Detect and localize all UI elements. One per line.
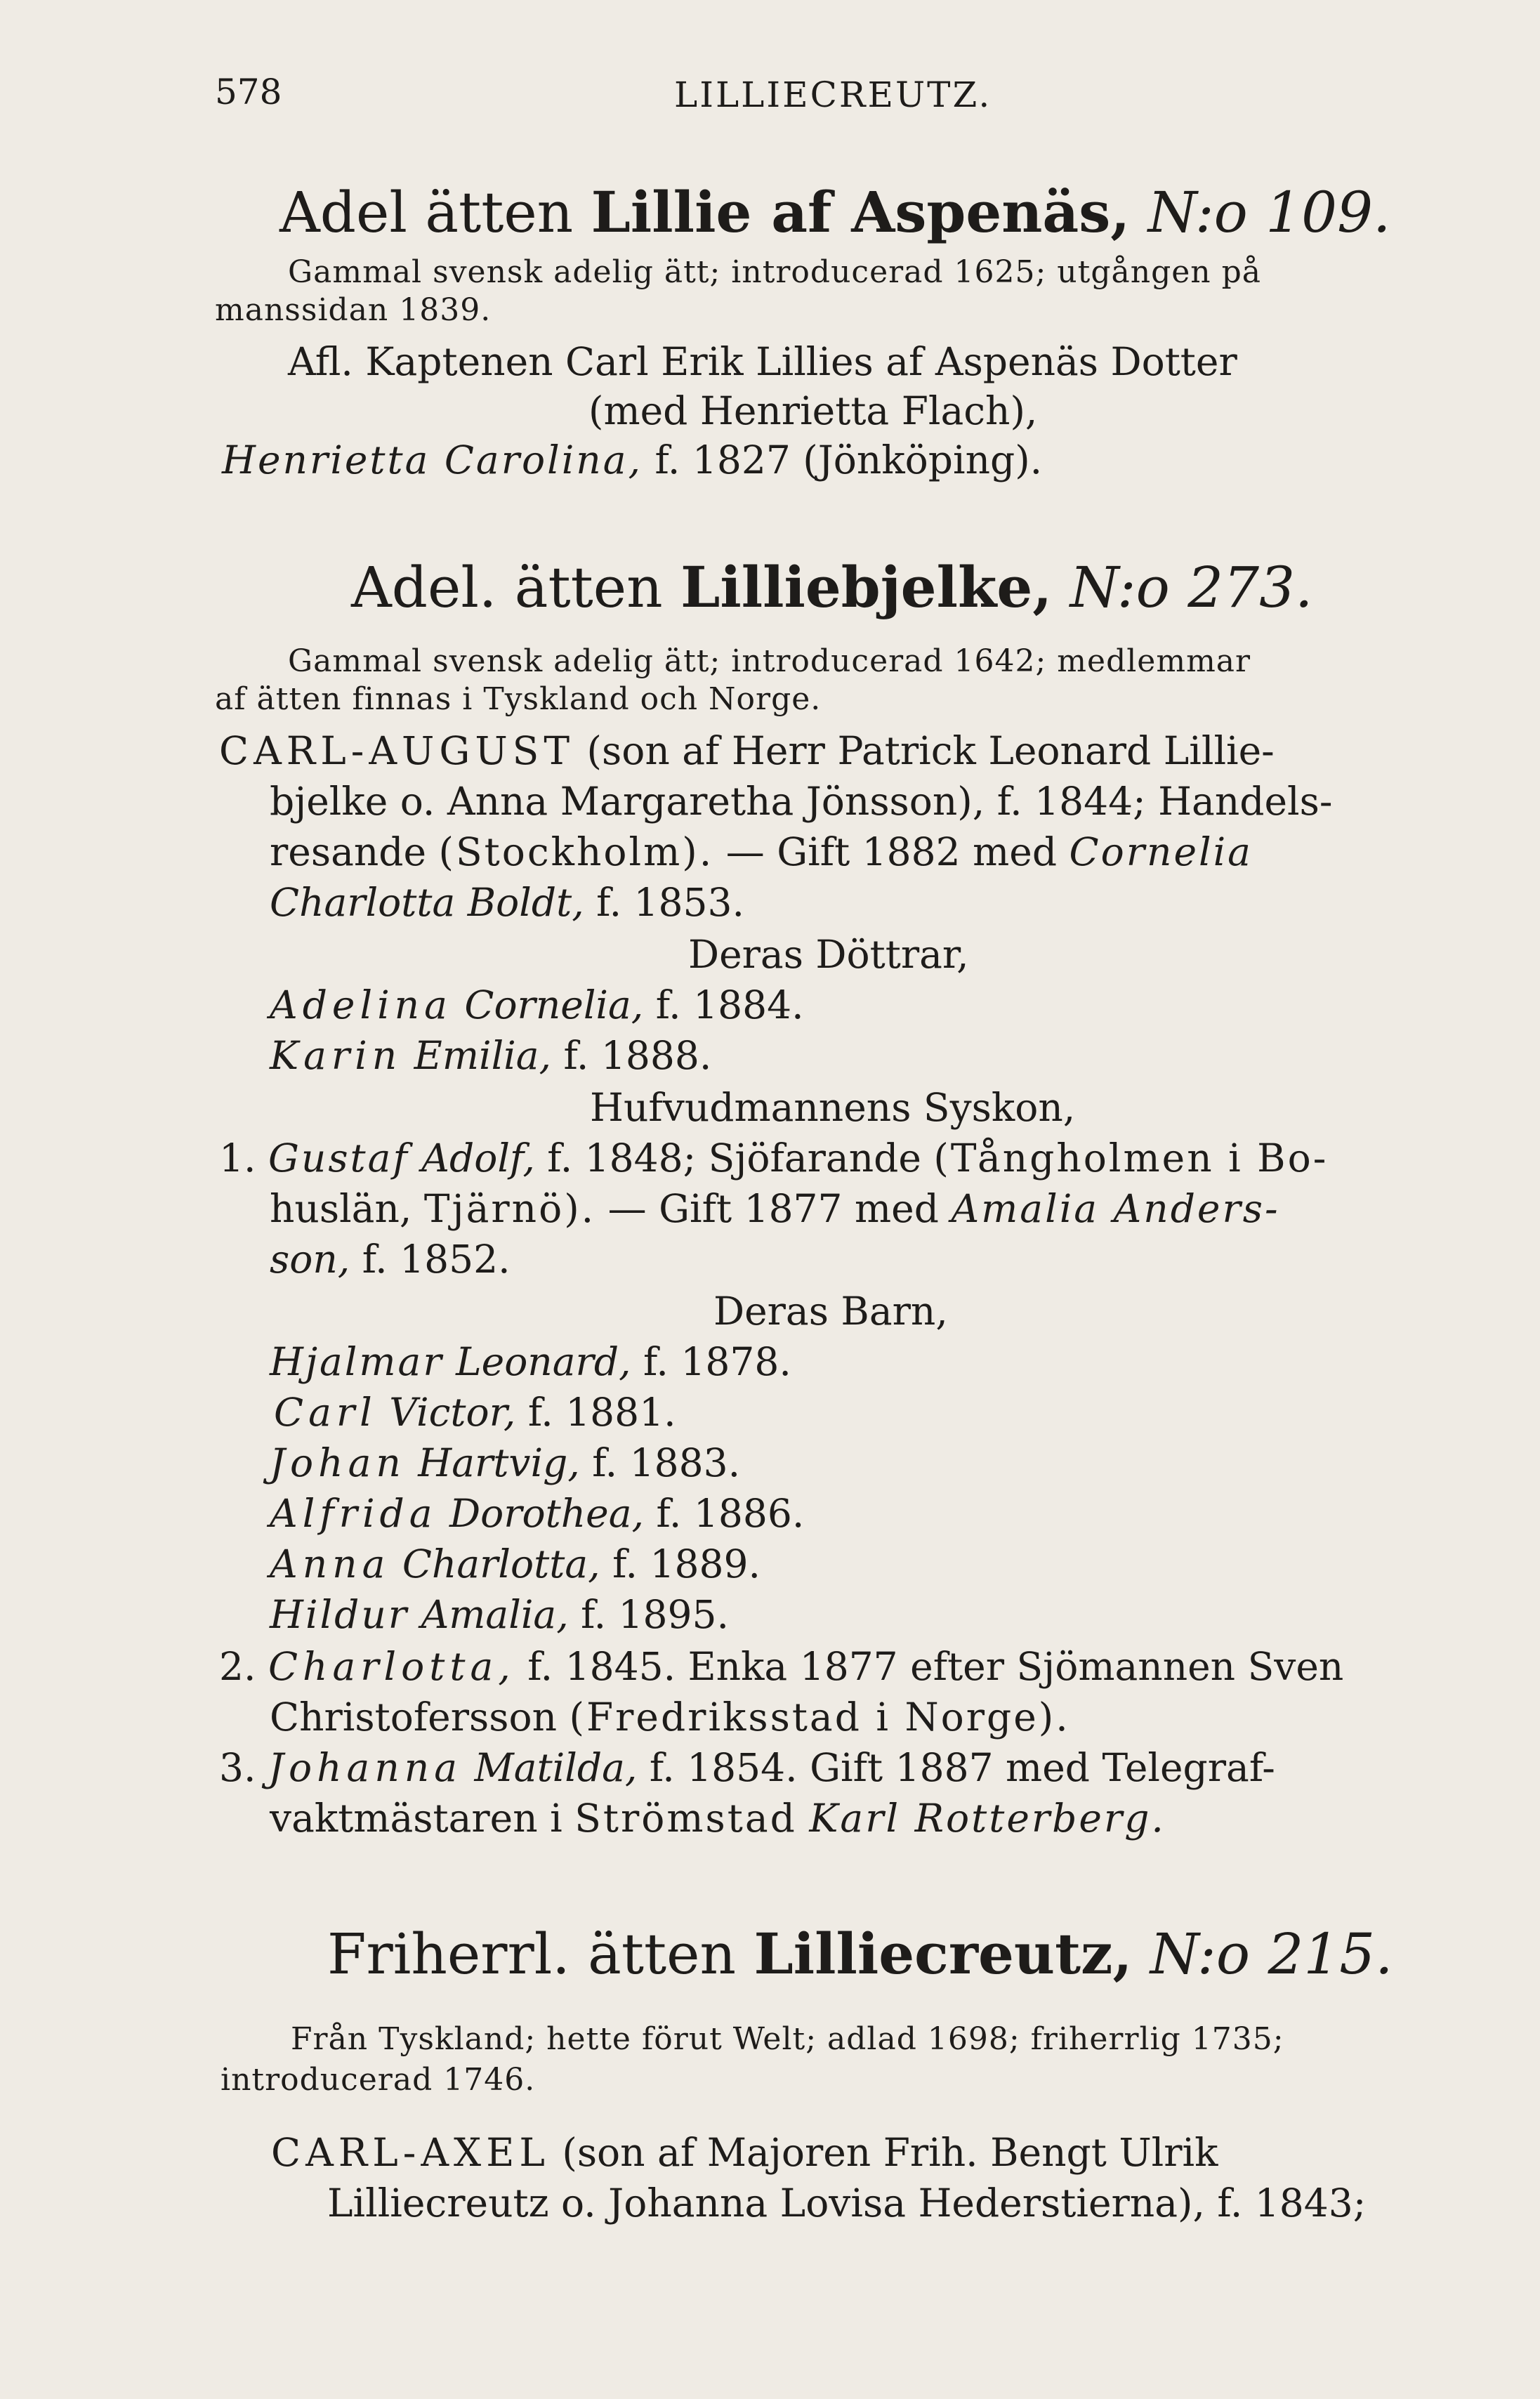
entry-text: f. 1884. bbox=[655, 982, 804, 1027]
entry-text: f. 1848; Sjöfarande bbox=[547, 1136, 921, 1181]
entry-line: bjelke o. Anna Margaretha Jönsson), f. 1844; Handels- bbox=[270, 779, 1333, 824]
section-description: Gammal svensk adelig ätt; introducerad 1625; utgången på bbox=[288, 254, 1261, 290]
section-description: Gammal svensk adelig ätt; introducerad 1642; medlemmar bbox=[288, 643, 1251, 679]
entry-line bbox=[219, 728, 1275, 773]
entry-line bbox=[270, 1339, 791, 1384]
entry-line bbox=[219, 1644, 1344, 1689]
person-name: Cornelia bbox=[1069, 829, 1253, 874]
person-name: Cornelia, bbox=[464, 982, 644, 1027]
entry-text: — Gift 1877 med bbox=[607, 1186, 939, 1231]
person-name: Hartvig, bbox=[418, 1440, 580, 1485]
entry-text: f. 1881. bbox=[527, 1390, 676, 1435]
entry-text: f. 1883. bbox=[592, 1440, 741, 1485]
person-name: Christofersson bbox=[270, 1695, 558, 1740]
entry-line bbox=[271, 2130, 1218, 2175]
title-family-name: Lillie af Aspenäs, bbox=[591, 179, 1131, 245]
person-name: Amalia Anders- bbox=[951, 1186, 1280, 1231]
subheading: Hufvudmannens Syskon, bbox=[590, 1085, 1076, 1130]
entry-line bbox=[270, 1796, 1166, 1841]
person-name: Karin bbox=[270, 1033, 402, 1078]
entry-line: (med Henrietta Flach), bbox=[588, 388, 1038, 433]
entry-line: Afl. Kaptenen Carl Erik Lillies af Aspenäs Dotter bbox=[288, 339, 1237, 384]
entry-text: f. 1895. bbox=[581, 1592, 729, 1637]
entry-line bbox=[270, 880, 744, 925]
person-name: Hjalmar bbox=[270, 1339, 444, 1384]
place-name: Tjärnö). bbox=[423, 1186, 596, 1231]
page-number: 578 bbox=[215, 72, 282, 112]
person-name: Carl bbox=[274, 1390, 377, 1435]
title-family-name: Lilliecreutz, bbox=[753, 1921, 1133, 1987]
title-prefix: Adel. ätten bbox=[351, 555, 663, 620]
entry-text: f. 1852. bbox=[362, 1237, 511, 1282]
entry-text: resande bbox=[270, 829, 427, 874]
entry-text: f. 1845. Enka 1877 efter Sjömannen Sven bbox=[527, 1644, 1344, 1689]
section-title-lilliebjelke bbox=[351, 554, 1313, 620]
entry-line: Lilliecreutz o. Johanna Lovisa Hederstierna), f. 1843; bbox=[327, 2181, 1367, 2226]
person-name: CARL-AUGUST bbox=[219, 728, 575, 773]
section-description: manssidan 1839. bbox=[215, 292, 492, 328]
entry-text: f. 1827 (Jönköping). bbox=[654, 438, 1043, 482]
section-description: af ätten finnas i Tyskland och Norge. bbox=[215, 681, 822, 717]
person-name: Henrietta Carolina, bbox=[222, 438, 643, 482]
person-name: Matilda, bbox=[474, 1745, 638, 1790]
person-name: Anna bbox=[270, 1542, 390, 1586]
person-name: Adelina bbox=[270, 982, 452, 1027]
entry-text: f. 1886. bbox=[656, 1491, 805, 1536]
entry-line bbox=[270, 1440, 741, 1485]
entry-line bbox=[274, 1390, 676, 1435]
person-name: Victor, bbox=[389, 1390, 516, 1435]
entry-text: (son af Majoren Frih. Bengt Ulrik bbox=[562, 2130, 1218, 2175]
title-family-name: Lilliebjelke, bbox=[680, 554, 1053, 620]
list-number: 3. bbox=[219, 1745, 256, 1790]
person-name: Amalia, bbox=[421, 1592, 569, 1637]
title-number: N:o 109. bbox=[1147, 180, 1391, 245]
title-number: N:o 273. bbox=[1070, 555, 1313, 620]
place-name: Strömstad bbox=[574, 1796, 797, 1841]
entry-line bbox=[219, 1745, 1275, 1790]
entry-text: vaktmästaren i bbox=[270, 1796, 562, 1841]
person-name: CARL-AXEL bbox=[271, 2130, 550, 2175]
person-name: son, bbox=[270, 1237, 350, 1282]
title-number: N:o 215. bbox=[1150, 1921, 1393, 1987]
person-name: Alfrida bbox=[270, 1491, 437, 1536]
entry-text: f. 1853. bbox=[596, 880, 744, 925]
entry-text: f. 1854. Gift 1887 med Telegraf- bbox=[649, 1745, 1275, 1790]
running-title: LILLIECREUTZ. bbox=[674, 74, 992, 115]
entry-line bbox=[270, 1592, 729, 1637]
place-name: (Tångholmen i Bo- bbox=[933, 1136, 1329, 1181]
entry-line bbox=[222, 438, 1043, 482]
person-name: Hildur bbox=[270, 1592, 409, 1637]
section-description: introducerad 1746. bbox=[221, 2062, 536, 2098]
person-name: Charlotta, bbox=[268, 1644, 515, 1689]
title-prefix: Adel ätten bbox=[279, 180, 574, 245]
entry-text: f. 1888. bbox=[563, 1033, 712, 1078]
person-name: Leonard, bbox=[456, 1339, 631, 1384]
entry-text: (son af Herr Patrick Leonard Lillie- bbox=[586, 728, 1275, 773]
entry-line bbox=[270, 1186, 1280, 1231]
subheading: Deras Barn, bbox=[713, 1289, 948, 1334]
place-name: (Fredriksstad i Norge). bbox=[569, 1695, 1070, 1740]
place-name: huslän, bbox=[270, 1186, 412, 1231]
list-number: 2. bbox=[219, 1644, 256, 1689]
entry-line bbox=[270, 1542, 761, 1586]
place-name: (Stockholm). bbox=[438, 829, 714, 874]
entry-line bbox=[270, 1033, 712, 1078]
person-name: Adolf, bbox=[421, 1136, 535, 1181]
entry-line bbox=[270, 982, 804, 1027]
entry-line bbox=[219, 1136, 1329, 1181]
person-name: Johanna bbox=[268, 1745, 462, 1790]
entry-line bbox=[270, 829, 1253, 874]
section-description: Från Tyskland; hette förut Welt; adlad 1698; friherrlig 1735; bbox=[291, 2021, 1284, 2057]
person-name: Emilia, bbox=[414, 1033, 552, 1078]
person-name: Charlotta Boldt, bbox=[270, 880, 584, 925]
entry-text: — Gift 1882 med bbox=[725, 829, 1058, 874]
person-name: Charlotta, bbox=[402, 1542, 600, 1586]
section-title-lilliecreutz bbox=[327, 1921, 1393, 1987]
person-name: Gustaf bbox=[268, 1136, 409, 1181]
entry-line bbox=[270, 1237, 511, 1282]
title-prefix: Friherrl. ätten bbox=[327, 1921, 736, 1987]
person-name: Dorothea, bbox=[449, 1491, 644, 1536]
section-title-lillie bbox=[279, 179, 1391, 245]
entry-text: f. 1889. bbox=[612, 1542, 761, 1586]
list-number: 1. bbox=[219, 1136, 256, 1181]
person-name: Karl Rotterberg. bbox=[809, 1796, 1166, 1841]
entry-line bbox=[270, 1695, 1070, 1740]
entry-line bbox=[270, 1491, 805, 1536]
subheading: Deras Döttrar, bbox=[688, 932, 969, 977]
entry-text: f. 1878. bbox=[643, 1339, 791, 1384]
person-name: Johan bbox=[270, 1440, 406, 1485]
